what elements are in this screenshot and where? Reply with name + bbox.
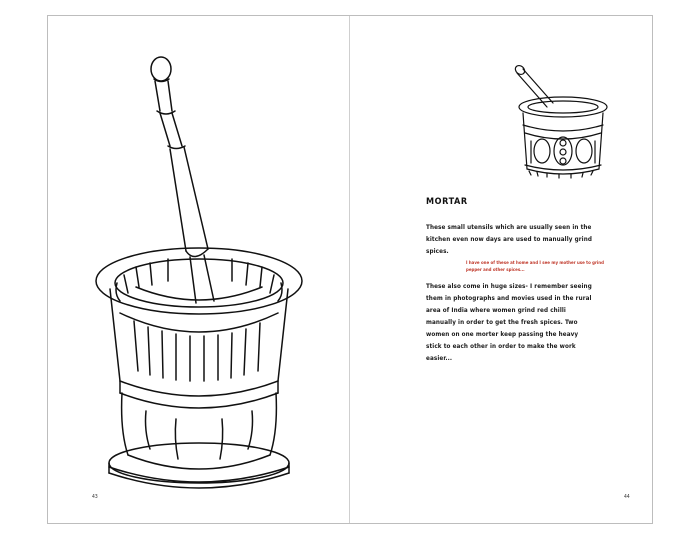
mortar-pestle-large-illustration <box>84 51 314 501</box>
book-spread <box>47 15 653 524</box>
mortar-pestle-small-illustration <box>503 59 611 179</box>
right-page <box>350 16 654 523</box>
body-paragraph-2: These also come in huge sizes- I remember seeing them in photographs and movies used in the rural area of India where women grind red chilli manually in order to get the fresh spices. Two women on one morter keep passing the heavy stick to each other in order to make the work easier... <box>426 283 592 362</box>
section-heading: MORTAR <box>426 197 468 207</box>
body-paragraph-1: These small utensils which are usually seen in the kitchen even now days are used to manually grind spices. <box>426 224 593 255</box>
page-number-left: 43 <box>92 494 98 500</box>
page-number-right: 44 <box>624 494 630 500</box>
margin-note: I have one of these at home and I see my mother use to grind pepper and other spices... <box>466 261 604 273</box>
left-page <box>48 16 349 523</box>
